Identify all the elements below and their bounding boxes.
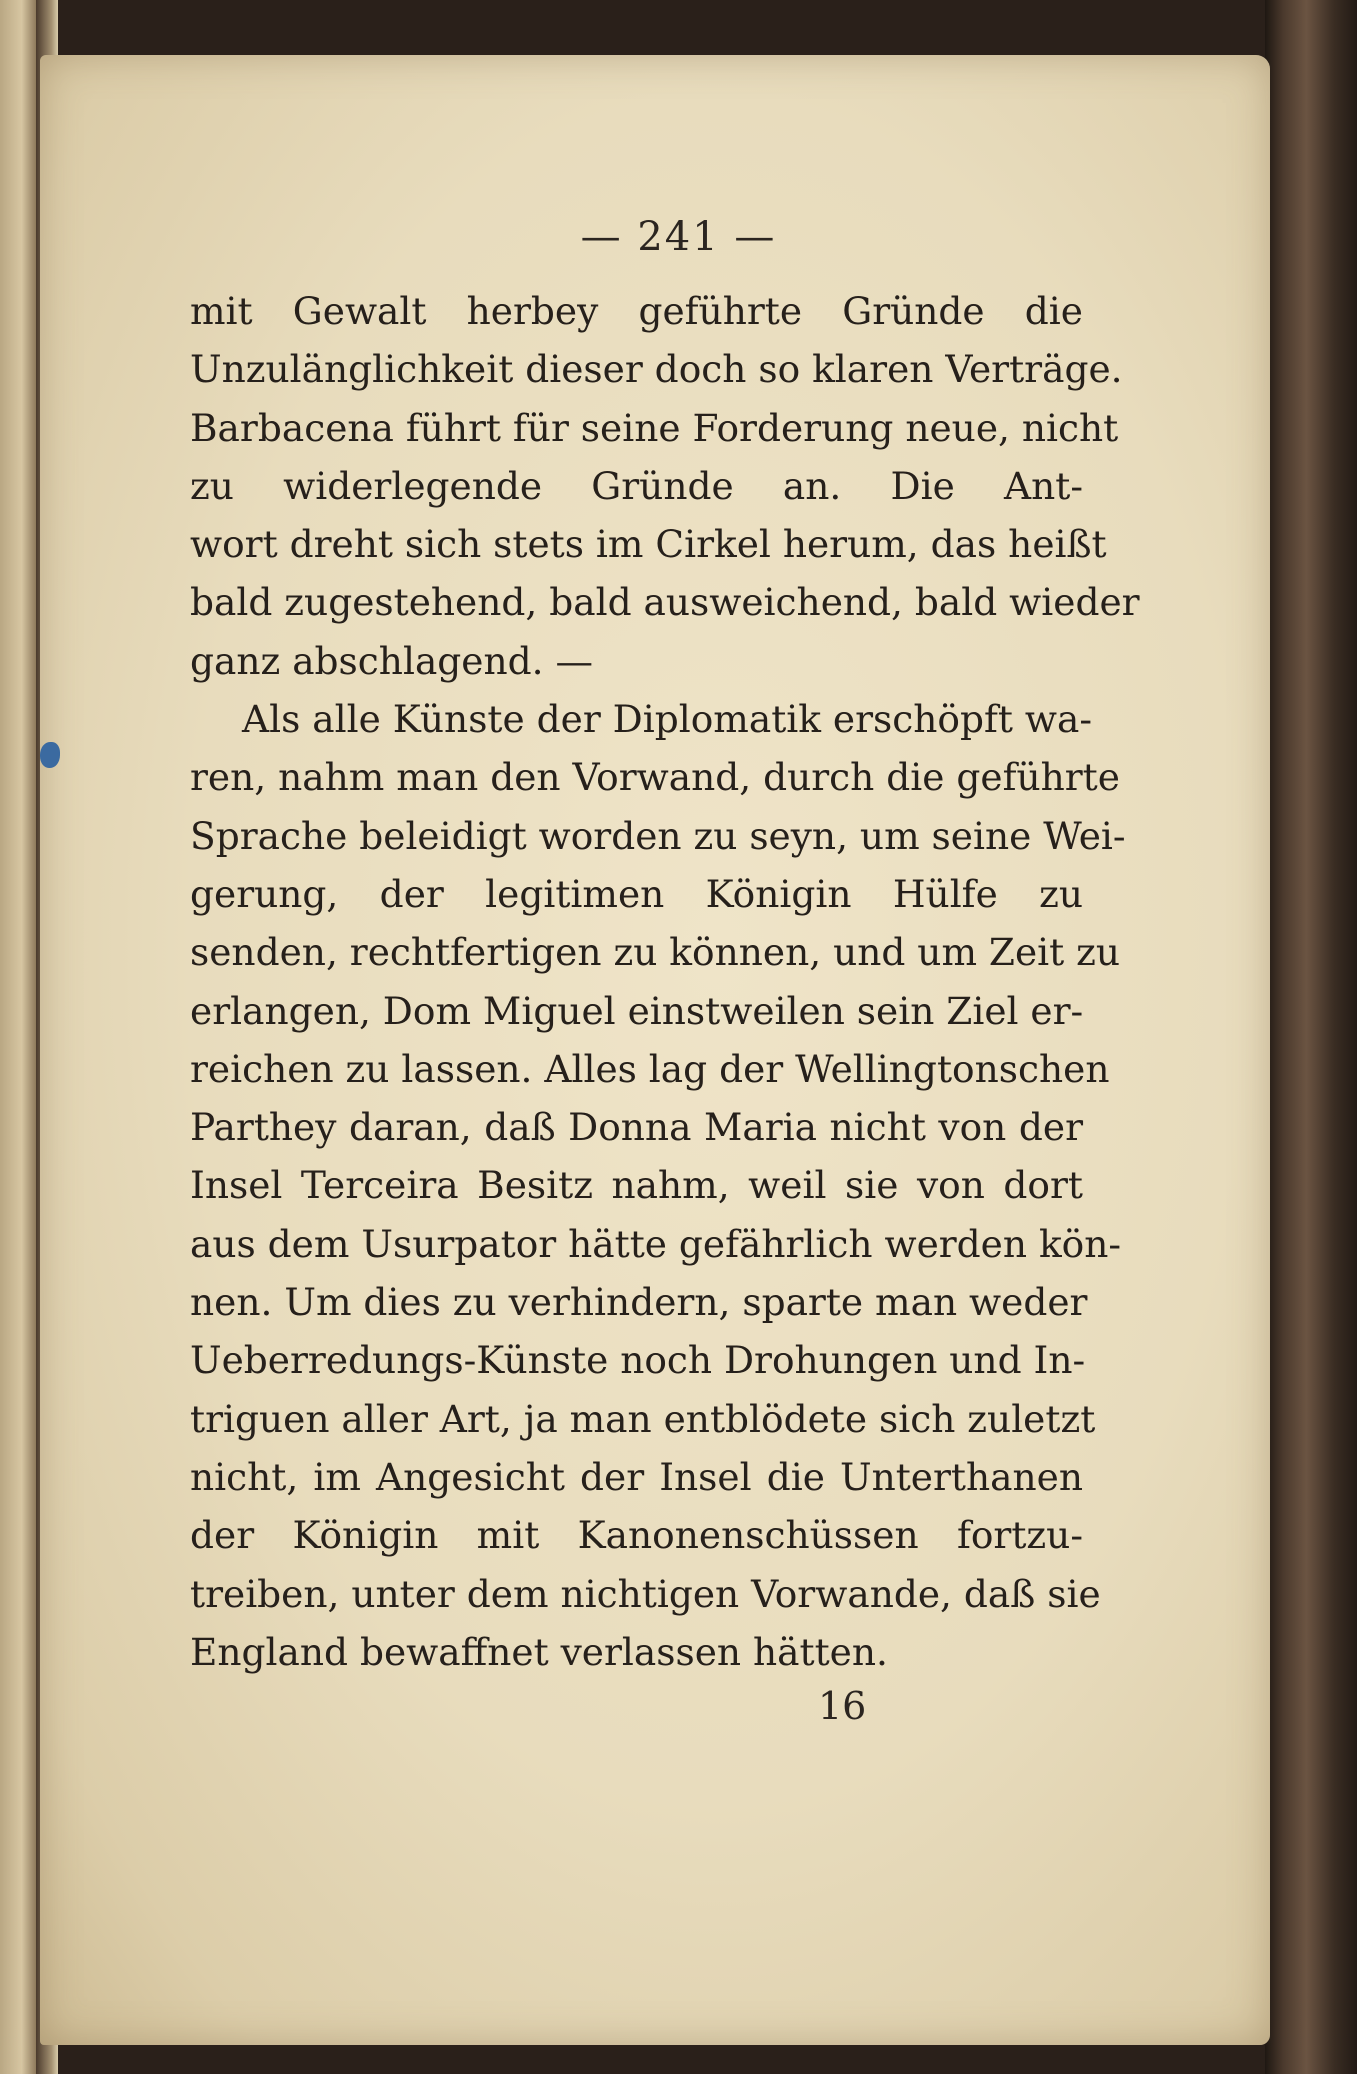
text-line: gerung, der legitimen Königin Hülfe zu: [190, 871, 1083, 916]
text-line: Barbacena führt für seine Forderung neue, nicht: [190, 405, 1119, 450]
text-line: treiben, unter dem nichtigen Vorwande, daß sie: [190, 1571, 1101, 1616]
text-line: aus dem Usurpator hätte gefährlich werden kön-: [190, 1221, 1122, 1266]
text-line: ganz abschlagend. —: [190, 638, 593, 683]
text-line: bald zugestehend, bald ausweichend, bald wieder: [190, 580, 1140, 625]
book-cover-edge: [1265, 0, 1357, 2074]
ink-stain: [40, 742, 60, 768]
text-line: Sprache beleidigt worden zu seyn, um seine Wei-: [190, 813, 1126, 858]
signature-mark: 16: [818, 1684, 867, 1728]
text-line: reichen zu lassen. Alles lag der Wellingtonschen: [190, 1046, 1110, 1091]
text-line: der Königin mit Kanonenschüssen fortzu-: [190, 1513, 1083, 1558]
body-text: [190, 282, 1140, 1681]
text-line: Insel Terceira Besitz nahm, weil sie von dort: [190, 1163, 1083, 1208]
text-line: wort dreht sich stets im Cirkel herum, das heißt: [190, 522, 1107, 567]
text-line: Als alle Künste der Diplomatik erschöpft wa-: [242, 697, 1093, 742]
text-line: erlangen, Dom Miguel einstweilen sein Ziel er-: [190, 988, 1084, 1033]
text-line: nicht, im Angesicht der Insel die Unterthanen: [190, 1454, 1083, 1499]
facing-page-edge: [0, 0, 36, 2074]
text-line: Unzulänglichkeit dieser doch so klaren Verträge.: [190, 347, 1123, 392]
text-line: senden, rechtfertigen zu können, und um Zeit zu: [190, 930, 1121, 975]
text-line: mit Gewalt herbey geführte Gründe die: [190, 289, 1083, 333]
text-line: triguen aller Art, ja man entblödete sich zuletzt: [190, 1396, 1096, 1441]
text-line: zu widerlegende Gründe an. Die Ant-: [190, 463, 1083, 508]
text-line: nen. Um dies zu verhindern, sparte man weder: [190, 1280, 1088, 1325]
text-line: England bewaffnet verlassen hätten.: [190, 1629, 888, 1674]
text-line: Parthey daran, daß Donna Maria nicht von der: [190, 1105, 1083, 1150]
page-number: — 241 —: [580, 214, 777, 260]
text-line: Ueberredungs-Künste noch Drohungen und In-: [190, 1338, 1086, 1383]
text-line: ren, nahm man den Vorwand, durch die geführte: [190, 755, 1120, 800]
